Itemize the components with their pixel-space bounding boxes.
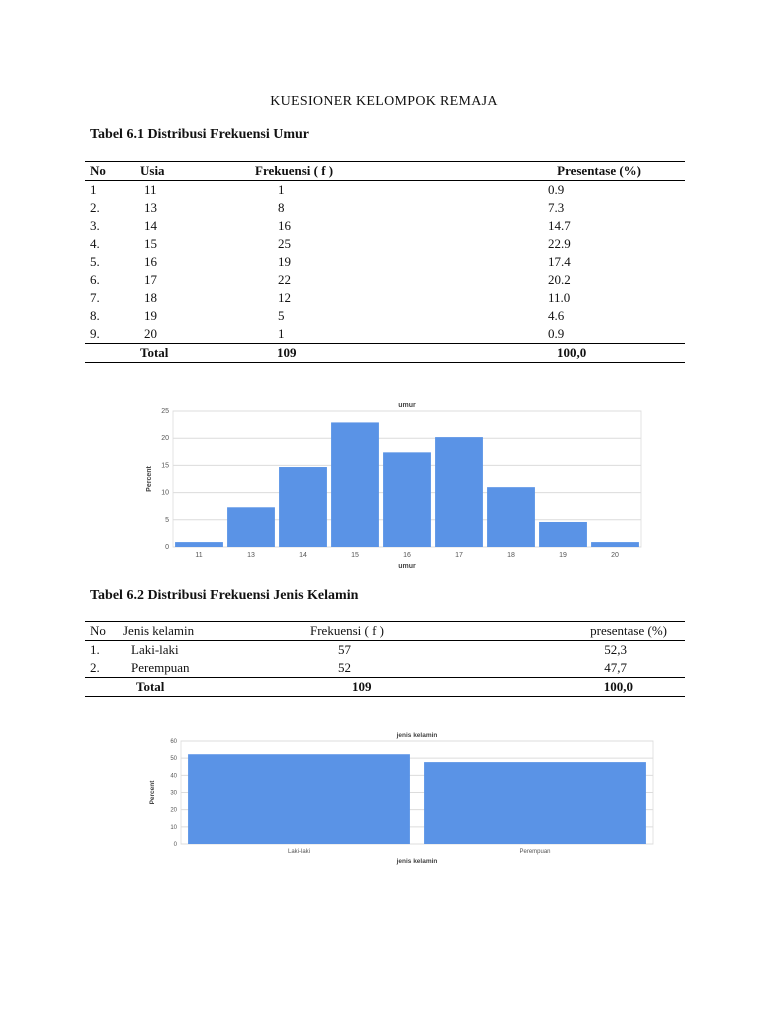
- table1-caption: Tabel 6.1 Distribusi Frekuensi Umur: [90, 127, 309, 142]
- cell-usia: 18: [144, 290, 157, 305]
- bar: [227, 507, 275, 547]
- cell-no: 8.: [90, 308, 100, 323]
- header-presentase: presentase (%): [460, 622, 685, 641]
- table-total-row: [85, 344, 685, 363]
- chart-title: jenis kelamin: [396, 732, 438, 739]
- cell-no: 6.: [90, 272, 100, 287]
- y-tick-label: 40: [170, 773, 177, 780]
- table-row: [85, 325, 685, 344]
- y-tick-label: 10: [170, 824, 177, 831]
- header-jenis-kelamin: Jenis kelamin: [123, 622, 310, 641]
- bar: [539, 522, 587, 547]
- table-header-row: [85, 622, 685, 641]
- cell-p: 17.4: [548, 254, 571, 269]
- gender-frequency-table: [85, 621, 685, 697]
- x-tick-label: 20: [611, 552, 619, 559]
- bar: [591, 542, 639, 547]
- table-row: [85, 289, 685, 307]
- table-row: [85, 181, 685, 200]
- cell-no: 3.: [90, 218, 100, 233]
- y-axis-label: Percent: [149, 780, 156, 805]
- cell-no: 2.: [90, 660, 100, 675]
- table-row: [85, 199, 685, 217]
- table2-caption: Tabel 6.2 Distribusi Frekuensi Jenis Kelamin: [90, 588, 359, 603]
- cell-f: 25: [278, 236, 291, 251]
- total-frekuensi: 109: [310, 678, 460, 697]
- cell-p: 20.2: [548, 272, 571, 287]
- age-bar-chart: [144, 393, 644, 571]
- cell-no: 7.: [90, 290, 100, 305]
- age-frequency-table: [85, 161, 685, 363]
- cell-jenis: Perempuan: [131, 660, 190, 675]
- cell-p: 47,7: [604, 660, 627, 675]
- document-title: KUESIONER KELOMPOK REMAJA: [270, 94, 498, 109]
- cell-f: 1: [278, 326, 285, 341]
- cell-no: 1: [90, 182, 97, 197]
- table-row: [85, 217, 685, 235]
- bar: [175, 542, 223, 547]
- cell-usia: 13: [144, 200, 157, 215]
- x-tick-label: Perempuan: [519, 849, 551, 855]
- cell-f: 12: [278, 290, 291, 305]
- cell-f: 52: [338, 660, 351, 675]
- gender-bar-chart-svg: [144, 727, 656, 865]
- header-frekuensi: Frekuensi ( f ): [310, 622, 460, 641]
- total-presentase: 100,0: [400, 344, 685, 363]
- y-tick-label: 25: [161, 408, 169, 415]
- x-tick-label: 19: [559, 552, 567, 559]
- header-frekuensi: Frekuensi ( f ): [240, 162, 400, 181]
- header-usia: Usia: [140, 162, 240, 181]
- y-tick-label: 0: [165, 544, 169, 551]
- bar: [279, 467, 327, 547]
- cell-no: 1.: [90, 642, 100, 657]
- y-tick-label: 20: [161, 435, 169, 443]
- total-label: Total: [123, 678, 310, 697]
- x-tick-label: 18: [507, 552, 515, 559]
- cell-no: 4.: [90, 236, 100, 251]
- y-tick-label: 10: [161, 489, 169, 497]
- cell-usia: 15: [144, 236, 157, 251]
- cell-f: 22: [278, 272, 291, 287]
- x-tick-label: 17: [455, 552, 463, 559]
- cell-no: 5.: [90, 254, 100, 269]
- cell-p: 11.0: [548, 290, 571, 305]
- bar: [331, 422, 379, 547]
- cell-f: 19: [278, 254, 291, 269]
- y-tick-label: 50: [170, 756, 177, 763]
- cell-jenis: Laki-laki: [131, 642, 179, 657]
- y-tick-label: 15: [161, 462, 169, 470]
- x-tick-label: 15: [351, 552, 359, 559]
- table-row: [85, 271, 685, 289]
- bar: [424, 762, 646, 844]
- x-tick-label: 16: [403, 552, 411, 559]
- header-no: No: [85, 622, 123, 641]
- cell-usia: 16: [144, 254, 157, 269]
- cell-p: 4.6: [548, 308, 565, 323]
- cell-p: 22.9: [548, 236, 571, 251]
- bar: [487, 487, 535, 547]
- age-bar-chart-svg: [144, 393, 644, 571]
- table-row: [85, 641, 685, 660]
- y-tick-label: 30: [170, 790, 177, 797]
- table-row: [85, 253, 685, 271]
- bar: [383, 452, 431, 547]
- cell-no: 9.: [90, 326, 100, 341]
- x-tick-label: Laki-laki: [287, 849, 311, 855]
- cell-f: 8: [278, 200, 285, 215]
- cell-usia: 19: [144, 308, 157, 323]
- table-row: [85, 659, 685, 678]
- x-axis-label: jenis kelamin: [396, 858, 438, 865]
- x-tick-label: 11: [195, 552, 203, 559]
- cell-p: 14.7: [548, 218, 571, 233]
- y-tick-label: 20: [170, 807, 177, 814]
- total-frekuensi: 109: [240, 344, 400, 363]
- x-axis-label: umur: [398, 563, 416, 570]
- table-row: [85, 307, 685, 325]
- cell-usia: 20: [144, 326, 157, 341]
- cell-p: 7.3: [548, 200, 565, 215]
- cell-usia: 11: [144, 182, 157, 197]
- cell-usia: 14: [144, 218, 157, 233]
- total-presentase: 100,0: [460, 678, 685, 697]
- bar: [188, 754, 410, 844]
- y-tick-label: 5: [165, 516, 169, 524]
- header-no: No: [85, 162, 140, 181]
- cell-p: 0.9: [548, 182, 565, 197]
- table-header-row: [85, 162, 685, 181]
- cell-no: 2.: [90, 200, 100, 215]
- cell-usia: 17: [144, 272, 157, 287]
- cell-p: 0.9: [548, 326, 565, 341]
- bar: [435, 437, 483, 547]
- table-total-row: [85, 678, 685, 697]
- cell-f: 16: [278, 218, 291, 233]
- cell-f: 57: [338, 642, 351, 657]
- y-tick-label: 60: [170, 739, 177, 745]
- cell-f: 1: [278, 182, 285, 197]
- y-axis-label: Percent: [146, 466, 153, 492]
- y-tick-label: 0: [173, 842, 177, 848]
- gender-bar-chart: [144, 727, 656, 865]
- cell-f: 5: [278, 308, 285, 323]
- table-row: [85, 235, 685, 253]
- x-tick-label: 14: [299, 552, 307, 559]
- chart-title: umur: [398, 402, 416, 409]
- total-label: Total: [140, 344, 240, 363]
- header-presentase: Presentase (%): [400, 162, 685, 181]
- cell-p: 52,3: [604, 642, 627, 657]
- x-tick-label: 13: [247, 552, 255, 559]
